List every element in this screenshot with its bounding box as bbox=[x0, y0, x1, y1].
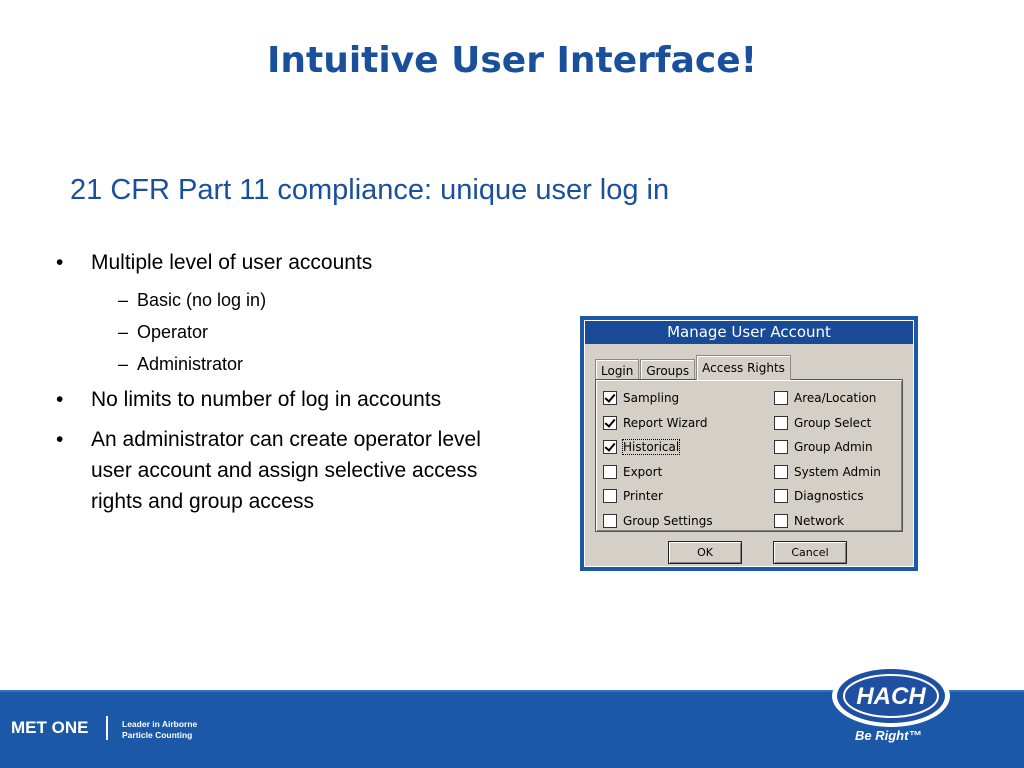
checkbox[interactable] bbox=[774, 416, 788, 430]
sub-bullet-text: Basic (no log in) bbox=[137, 290, 267, 310]
checkbox[interactable] bbox=[774, 391, 788, 405]
checkbox-label: Printer bbox=[623, 489, 663, 504]
checkbox-row[interactable] bbox=[774, 460, 881, 485]
bullet-marker: • bbox=[56, 388, 64, 411]
sub-bullet-list bbox=[56, 284, 496, 380]
checkbox-label: Area/Location bbox=[794, 391, 877, 406]
dialog-body bbox=[584, 320, 914, 567]
checkbox-label: Report Wizard bbox=[623, 415, 708, 430]
bullet-list bbox=[56, 247, 496, 526]
checkbox-label: Historical bbox=[623, 440, 680, 455]
bullet-text: An administrator can create operator level user account and assign selective access rights and group access bbox=[91, 428, 481, 513]
checkbox[interactable] bbox=[774, 465, 788, 479]
right-checkbox-column bbox=[774, 386, 881, 533]
checkbox-label: Export bbox=[623, 464, 663, 479]
checkbox[interactable] bbox=[603, 440, 617, 454]
tab-login[interactable]: Login bbox=[595, 359, 639, 380]
tab-strip bbox=[595, 355, 792, 380]
checkbox-row[interactable] bbox=[603, 509, 713, 534]
checkbox[interactable] bbox=[603, 465, 617, 479]
checkbox-row[interactable] bbox=[774, 509, 881, 534]
checkbox-row[interactable] bbox=[603, 411, 713, 436]
access-rights-panel bbox=[595, 379, 903, 532]
checkbox[interactable] bbox=[603, 416, 617, 430]
registered-mark: ® bbox=[946, 673, 953, 683]
sub-bullet-text: Administrator bbox=[137, 354, 244, 374]
checkbox[interactable] bbox=[603, 391, 617, 405]
sub-bullet-marker: – bbox=[118, 322, 129, 342]
checkbox-label: Diagnostics bbox=[794, 489, 864, 504]
checkbox-row[interactable] bbox=[603, 386, 713, 411]
tagline-line-2: Particle Counting bbox=[122, 730, 193, 740]
manage-user-account-dialog bbox=[580, 316, 918, 571]
bullet-item bbox=[56, 424, 496, 517]
slide-title: Intuitive User Interface! bbox=[266, 40, 758, 81]
sub-bullet-marker: – bbox=[118, 354, 129, 374]
tagline-line-1: Leader in Airborne bbox=[122, 719, 198, 729]
checkbox[interactable] bbox=[603, 489, 617, 503]
bullet-marker: • bbox=[56, 251, 64, 274]
checkbox[interactable] bbox=[774, 514, 788, 528]
ok-button[interactable]: OK bbox=[668, 541, 742, 564]
left-checkbox-column bbox=[603, 386, 713, 533]
tab-groups[interactable]: Groups bbox=[640, 359, 695, 380]
checkbox-row[interactable] bbox=[774, 386, 881, 411]
brand-separator bbox=[106, 716, 108, 740]
met-one-brand: MET ONE bbox=[11, 718, 89, 737]
checkbox-row[interactable] bbox=[774, 411, 881, 436]
bullet-item bbox=[56, 247, 496, 278]
checkbox-label: Group Admin bbox=[794, 440, 873, 455]
bullet-marker: • bbox=[56, 428, 64, 451]
checkbox-row[interactable] bbox=[774, 435, 881, 460]
bullet-text: No limits to number of log in accounts bbox=[91, 388, 442, 411]
bullet-item bbox=[56, 384, 496, 415]
hach-logo bbox=[830, 663, 952, 729]
checkbox-label: Group Select bbox=[794, 415, 872, 430]
dialog-title: Manage User Account bbox=[585, 321, 913, 344]
cancel-button[interactable]: Cancel bbox=[773, 541, 847, 564]
checkbox[interactable] bbox=[774, 440, 788, 454]
bullet-text: Multiple level of user accounts bbox=[91, 251, 373, 274]
checkbox[interactable] bbox=[603, 514, 617, 528]
checkbox-row[interactable] bbox=[774, 484, 881, 509]
sub-bullet-item bbox=[118, 316, 496, 348]
slide-subtitle: 21 CFR Part 11 compliance: unique user log in bbox=[70, 174, 670, 206]
checkbox-label: Sampling bbox=[623, 391, 680, 406]
sub-bullet-text: Operator bbox=[137, 322, 209, 342]
brand-tagline bbox=[122, 719, 197, 741]
tab-access-rights[interactable]: Access Rights bbox=[696, 355, 791, 380]
sub-bullet-marker: – bbox=[118, 290, 129, 310]
checkbox-label: Network bbox=[794, 513, 845, 528]
hach-logo-text: HACH bbox=[856, 683, 926, 710]
sub-bullet-item bbox=[118, 348, 496, 380]
sub-bullet-item bbox=[118, 284, 496, 316]
checkbox-row[interactable] bbox=[603, 460, 713, 485]
checkbox-row[interactable] bbox=[603, 435, 713, 460]
checkbox-label: System Admin bbox=[794, 464, 881, 479]
checkbox[interactable] bbox=[774, 489, 788, 503]
slogan: Be Right™ bbox=[855, 728, 922, 743]
checkbox-row[interactable] bbox=[603, 484, 713, 509]
checkbox-label: Group Settings bbox=[623, 513, 713, 528]
